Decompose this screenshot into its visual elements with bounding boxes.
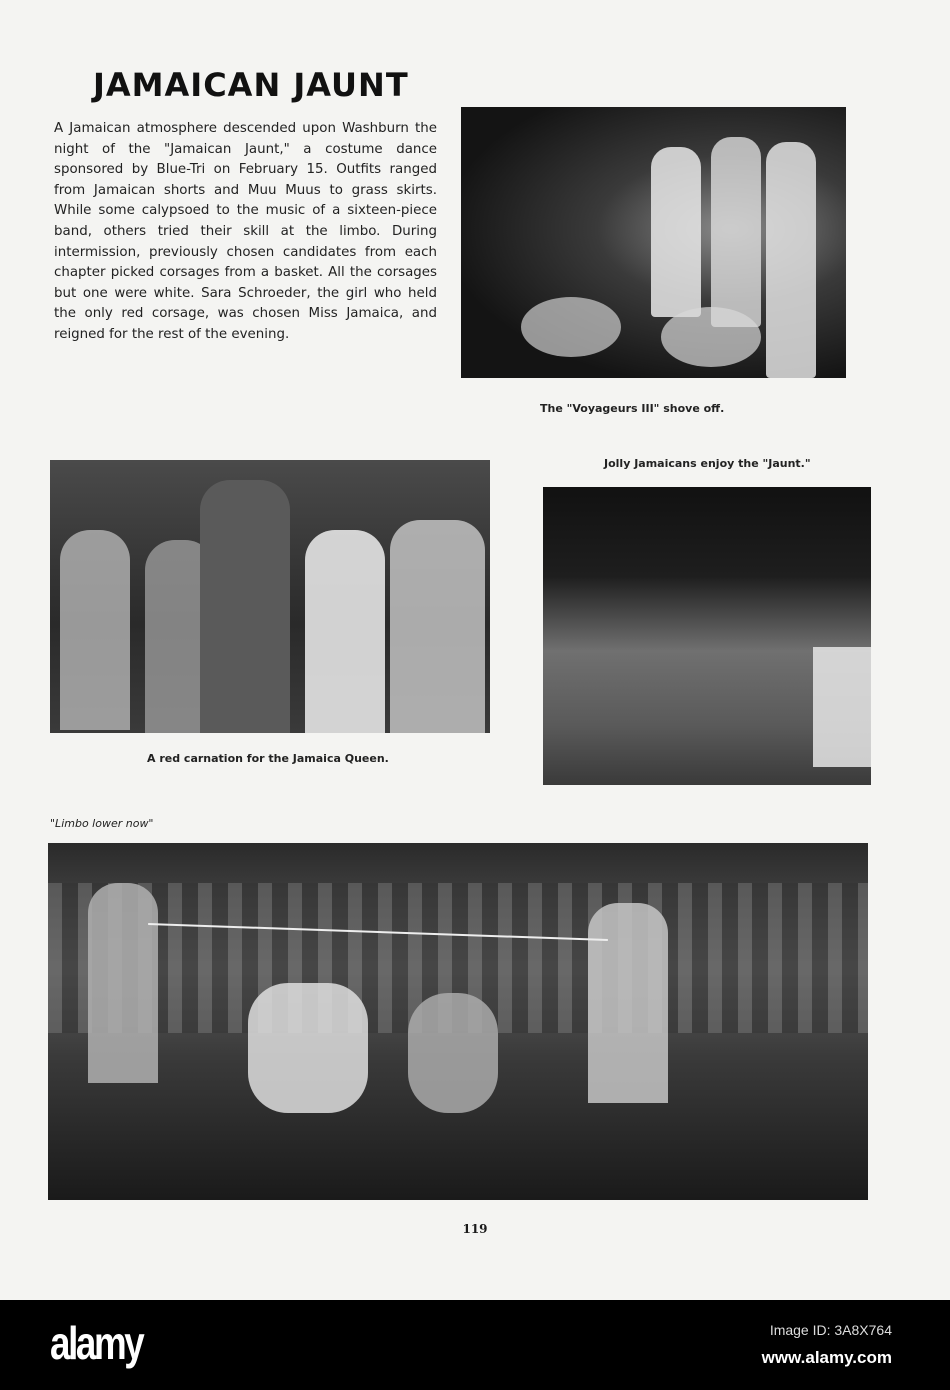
- site-url: www.alamy.com: [761, 1348, 892, 1367]
- photo-limbo: [48, 843, 868, 1200]
- alamy-logo: alamy: [50, 1317, 143, 1369]
- photo-carnation-queen: [50, 460, 490, 733]
- photo-jolly-jamaicans: [543, 487, 871, 785]
- photo-voyageurs-band: [461, 107, 846, 378]
- caption-limbo: "Limbo lower now": [50, 817, 154, 830]
- caption-voyageurs: The "Voyageurs III" shove off.: [540, 402, 725, 415]
- caption-carnation: A red carnation for the Jamaica Queen.: [147, 752, 389, 765]
- image-id: Image ID: 3A8X764: [769, 1322, 892, 1338]
- page-number: 119: [462, 1222, 488, 1236]
- caption-jolly: Jolly Jamaicans enjoy the "Jaunt.": [604, 457, 811, 470]
- article-body: A Jamaican atmosphere descended upon Washburn the night of the "Jamaican Jaunt," a costume dance sponsored by Blue-Tri on February 15. Outfits ranged from Jamaican shorts and Muu Muus to grass skirts. While some calypsoed to the music of a sixteen-piece band, others tried their skill at the limbo. During intermission, previously chosen candidates from each chapter picked corsages from a basket. All the corsages but one were white. Sara Schroeder, the girl who held the only red corsage, was chosen Miss Jamaica, and reigned for the rest of the evening.: [54, 121, 437, 342]
- watermark-bar: [0, 1300, 950, 1390]
- page-title: JAMAICAN JAUNT: [93, 66, 409, 104]
